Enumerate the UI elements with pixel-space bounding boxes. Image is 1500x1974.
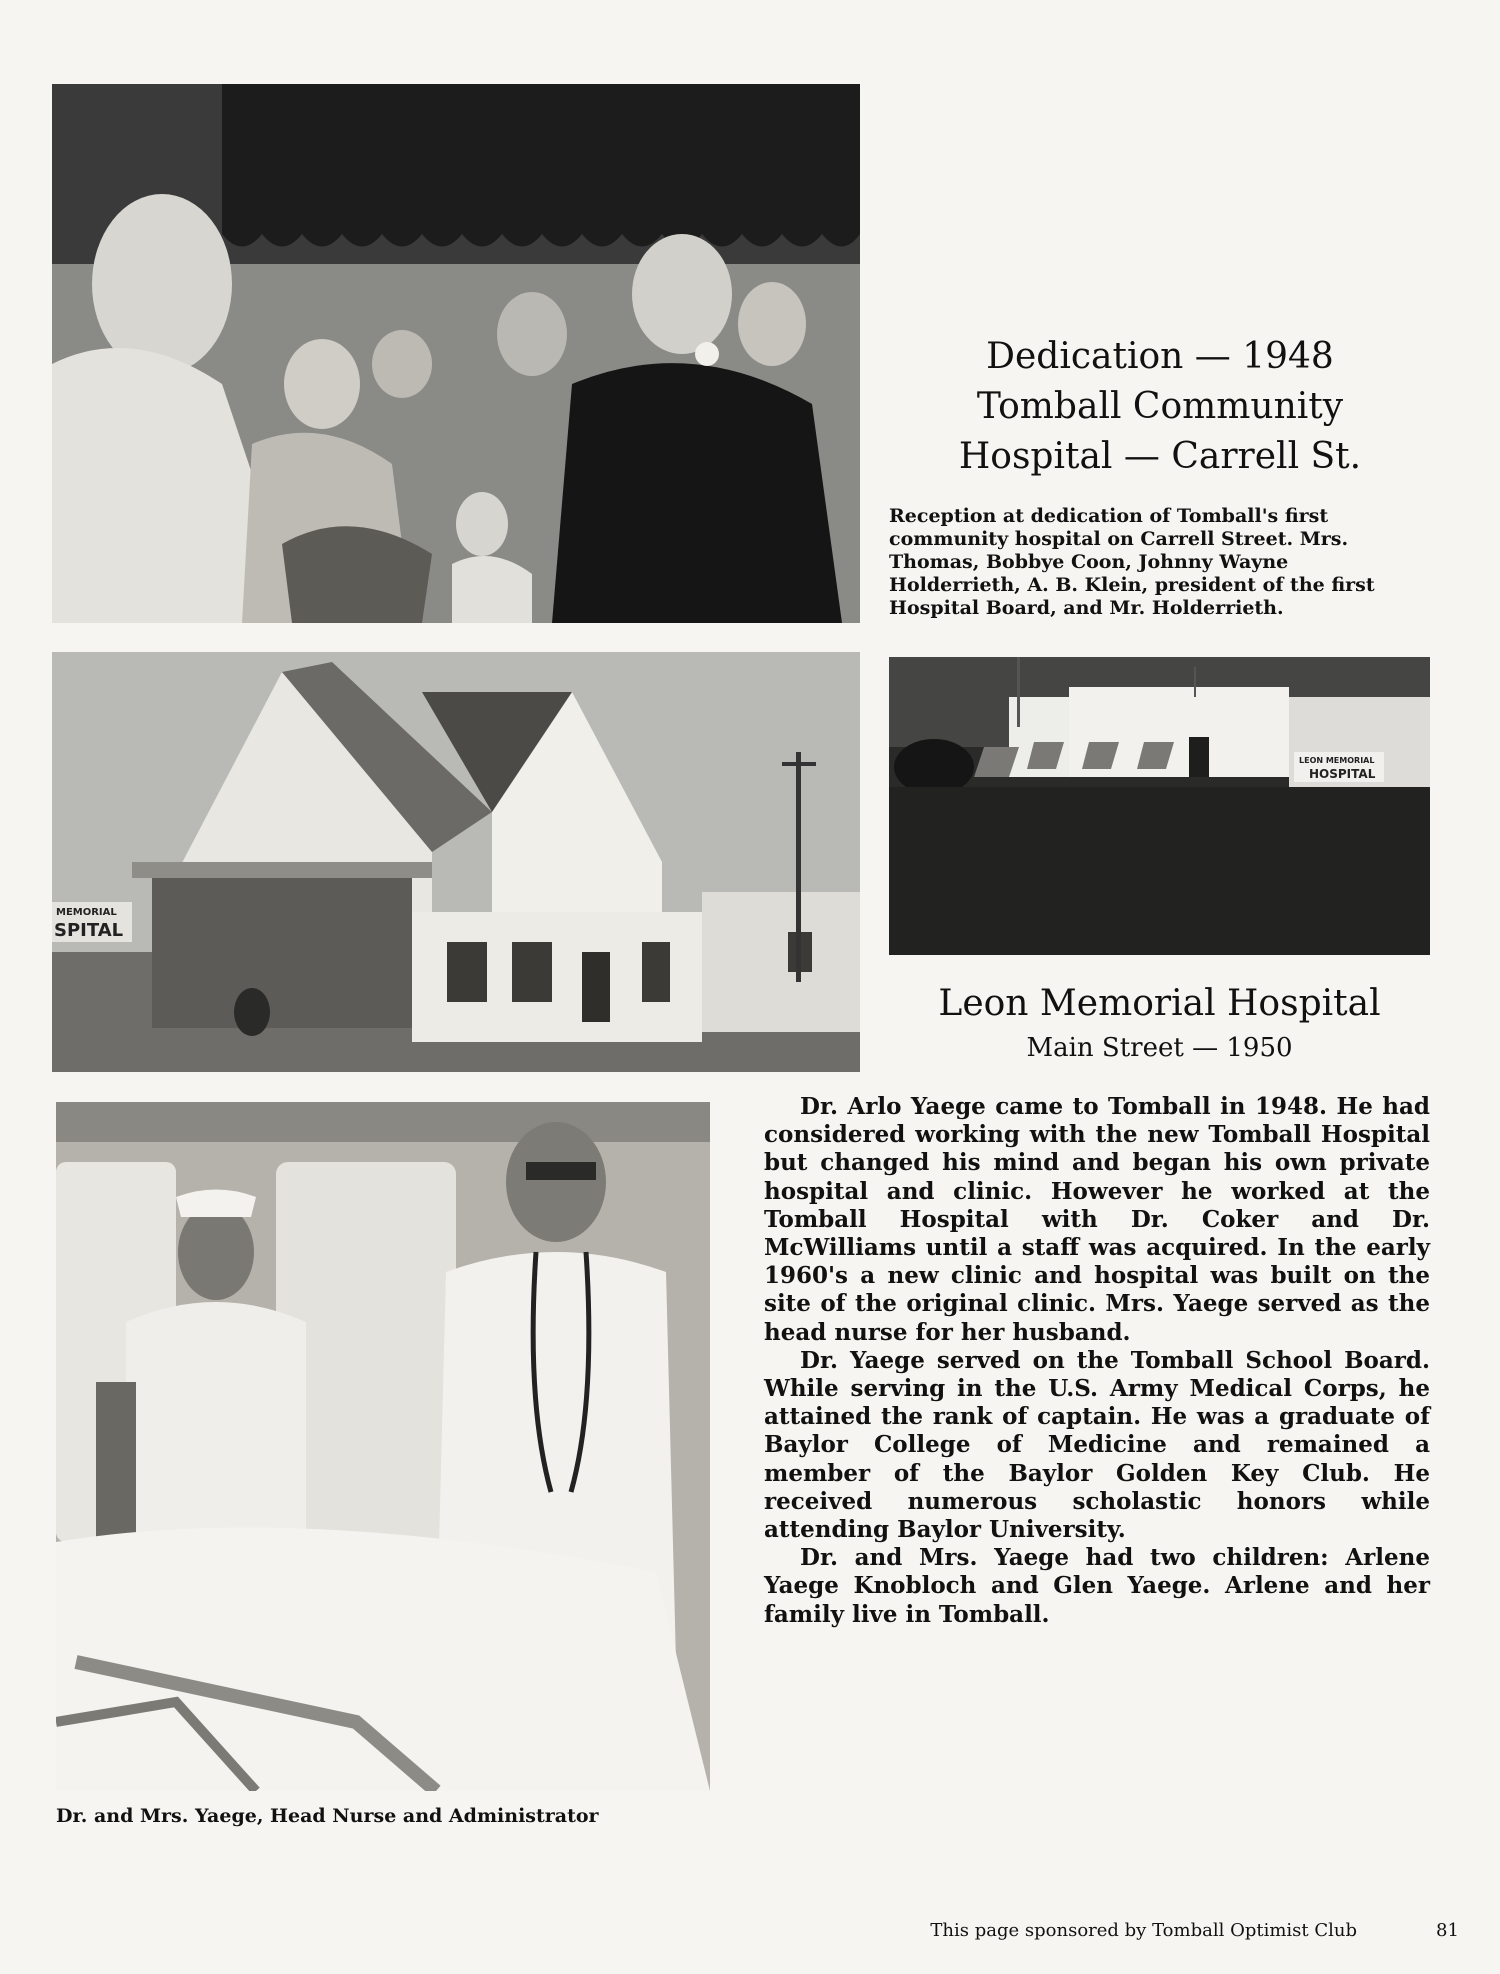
carrell-sign-line-2: SPITAL bbox=[54, 920, 124, 941]
yaege-photo bbox=[56, 1102, 710, 1791]
biography-paragraph-2: Dr. Yaege served on the Tomball School Board. While serving in the U.S. Army Medical Corps, he attained the rank of captain. He was a graduate of Baylor College of Medicine and remained a member of the Baylor Golden Key Club. He received numerous scholastic honors while attending Baylor University. bbox=[764, 1346, 1430, 1544]
sponsor-credit: This page sponsored by Tomball Optimist Club bbox=[930, 1920, 1357, 1941]
biography-paragraph-3: Dr. and Mrs. Yaege had two children: Arlene Yaege Knobloch and Glen Yaege. Arlene and her family live in Tomball. bbox=[764, 1544, 1430, 1628]
page-number: 81 bbox=[1436, 1920, 1459, 1941]
leon-sign-line-1: LEON MEMORIAL bbox=[1299, 756, 1375, 765]
carrell-hospital-photo bbox=[52, 652, 860, 1072]
leon-subtitle: Main Street — 1950 bbox=[1026, 1033, 1293, 1063]
title-line-3: Hospital — Carrell St. bbox=[958, 436, 1362, 477]
leon-hospital-photo bbox=[889, 657, 1430, 955]
dedication-title bbox=[900, 332, 1420, 482]
leon-title: Leon Memorial Hospital bbox=[938, 983, 1381, 1024]
title-line-2: Tomball Community bbox=[976, 386, 1344, 427]
title-line-1: Dedication — 1948 bbox=[986, 336, 1334, 377]
reception-caption: Reception at dedication of Tomball's first community hospital on Carrell Street. Mrs. Thomas, Bobbye Coon, Johnny Wayne Holderrieth, A. B. Klein, president of the first Hospital Board, and Mr. Holderrieth. bbox=[889, 505, 1375, 619]
yaege-biography bbox=[764, 1093, 1430, 1629]
biography-paragraph-1: Dr. Arlo Yaege came to Tomball in 1948. He had considered working with the new Tomball Hospital but changed his mind and began his own private hospital and clinic. However he worked at the Tomball Hospital with Dr. Coker and Dr. McWilliams until a staff was acquired. In the early 1960's a new clinic and hospital was built on the site of the original clinic. Mrs. Yaege served as the head nurse for her husband. bbox=[764, 1093, 1430, 1346]
yaege-caption: Dr. and Mrs. Yaege, Head Nurse and Administrator bbox=[56, 1805, 599, 1827]
reception-photo bbox=[52, 84, 860, 623]
carrell-sign-line-1: MEMORIAL bbox=[56, 907, 117, 918]
leon-sign-line-2: HOSPITAL bbox=[1309, 767, 1376, 781]
